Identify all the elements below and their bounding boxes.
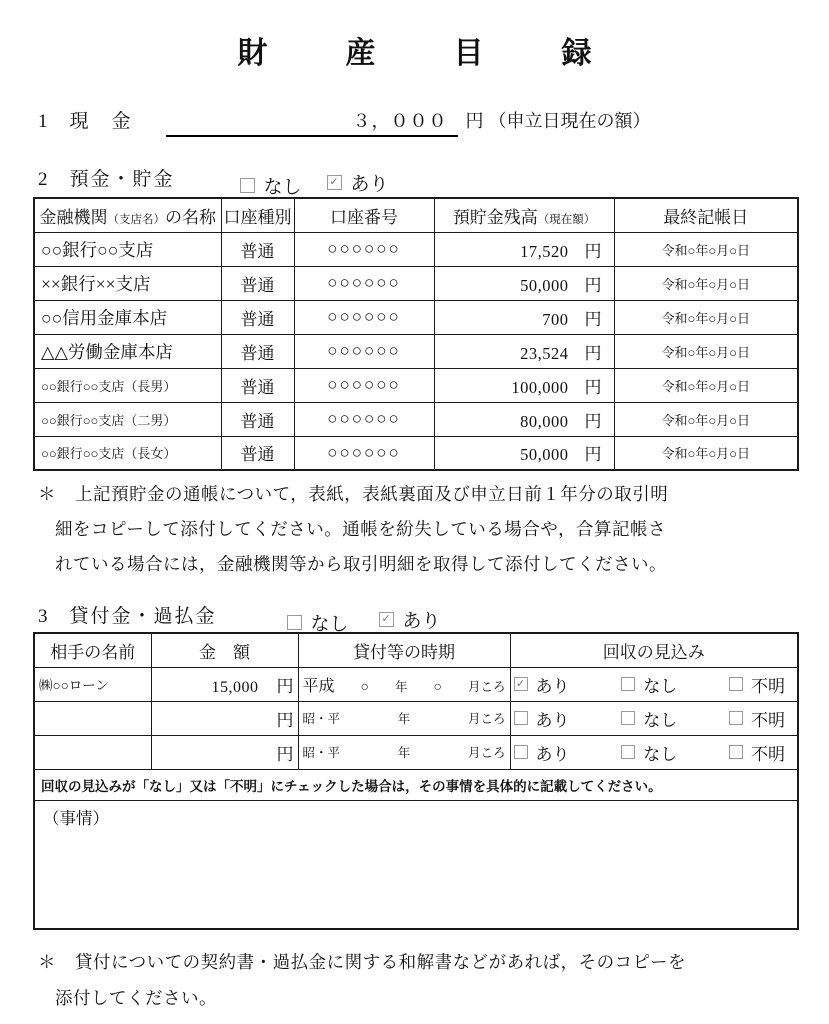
recovery-instruction: 回収の見込みが「なし」又は「不明」にチェックした場合は，その事情を具体的に記載してください。 (34, 769, 798, 800)
checkbox-none[interactable] (240, 178, 255, 193)
note-line: 細をコピーして添付してください。通帳を紛失している場合や，合算記帳さ (55, 519, 666, 539)
loan-period-cell (298, 735, 510, 769)
section-label: 現 金 (69, 111, 133, 132)
section-loans (38, 601, 441, 636)
section-number: 1 (38, 111, 48, 132)
circumstances-box: （事情） (34, 800, 798, 929)
checkbox-label: あり (350, 174, 389, 195)
balance-cell: 700 円 (434, 300, 614, 334)
counterparty-cell: ㈱○○ローン (34, 667, 151, 701)
table-row (34, 334, 798, 368)
table-row (34, 300, 798, 334)
recovery-option-no: なし (621, 740, 677, 765)
loan-header-row (34, 633, 798, 667)
era-label: 昭・平 (302, 712, 341, 726)
balance-cell: 23,524 円 (434, 334, 614, 368)
deposit-header-row (34, 198, 798, 232)
checkbox-label: なし (263, 176, 302, 198)
recovery-option-yes: ✓ あり (514, 672, 570, 697)
recovery-option-yes: あり (514, 706, 570, 731)
col-header-balance: 預貯金残高（現在額） (434, 198, 614, 232)
instruction-row (34, 769, 798, 800)
account-type-cell: 普通 (221, 334, 294, 368)
checkbox-unknown[interactable] (729, 711, 743, 725)
col-header-recovery-prospect: 回収の見込み (510, 633, 798, 667)
month-value: ○ (433, 679, 442, 695)
account-number-cell: ○○○○○○ (294, 300, 434, 334)
last-entry-date-cell: 令和○年○月○日 (614, 436, 798, 470)
table-row (34, 368, 798, 402)
account-number-cell: ○○○○○○ (294, 402, 434, 436)
checkbox-none[interactable] (287, 615, 302, 630)
deposit-note (38, 477, 778, 582)
balance-cell: 50,000 円 (434, 266, 614, 300)
account-number-cell: ○○○○○○ (294, 334, 434, 368)
checkbox-no[interactable] (621, 677, 635, 691)
asterisk-marker: ＊ (38, 952, 56, 972)
note-line: ＊ 貸付についての契約書・過払金に関する和解書などがあれば，そのコピーを (38, 944, 778, 980)
col-header-loan-period: 貸付等の時期 (298, 633, 510, 667)
era-label: 昭・平 (302, 746, 341, 760)
year-label: 年 (397, 712, 411, 726)
section-label: 預金・貯金 (69, 169, 175, 190)
table-row (34, 735, 798, 769)
bank-name-cell: ○○信用金庫本店 (34, 300, 221, 334)
counterparty-cell (34, 735, 151, 769)
last-entry-date-cell: 令和○年○月○日 (614, 334, 798, 368)
year-label: 年 (397, 746, 411, 760)
bank-name-cell: ○○銀行○○支店（長男） (34, 368, 221, 402)
section-deposits (38, 164, 389, 199)
loan-note (38, 944, 778, 1016)
asterisk-marker: ＊ (38, 484, 56, 504)
col-header-last-entry-date: 最終記帳日 (614, 198, 798, 232)
note-line: ＊ 上記預貯金の通帳について，表紙，表紙裏面及び申立日前１年分の取引明 (38, 477, 778, 512)
table-row (34, 232, 798, 266)
year-value: ○ (360, 679, 369, 695)
table-row (34, 436, 798, 470)
table-row (34, 402, 798, 436)
check-mark: ✓ (329, 176, 339, 188)
checkbox-label: あり (402, 611, 441, 632)
account-number-cell: ○○○○○○ (294, 368, 434, 402)
account-number-cell: ○○○○○○ (294, 232, 434, 266)
amount-cell: 円 (151, 701, 298, 735)
loan-table (33, 632, 799, 930)
bank-name-cell: ○○銀行○○支店（二男） (34, 402, 221, 436)
section-number: 2 (38, 169, 48, 190)
recovery-option-unknown: 不明 (729, 706, 785, 731)
checkbox-unknown[interactable] (729, 677, 743, 691)
col-header-counterparty: 相手の名前 (34, 633, 151, 667)
month-label: 月ころ (467, 746, 506, 760)
last-entry-date-cell: 令和○年○月○日 (614, 300, 798, 334)
note-line: 添付してください。 (55, 988, 217, 1008)
account-type-cell: 普通 (221, 266, 294, 300)
account-type-cell: 普通 (221, 300, 294, 334)
account-type-cell: 普通 (221, 402, 294, 436)
recovery-option-unknown: 不明 (729, 740, 785, 765)
details-row (34, 800, 798, 929)
loans-option-yes (379, 606, 441, 633)
deposits-option-none (240, 172, 302, 199)
account-type-cell: 普通 (221, 232, 294, 266)
bank-name-cell: ○○銀行○○支店 (34, 232, 221, 266)
loan-period-cell (298, 701, 510, 735)
note-line: れている場合には，金融機関等から取引明細を取得して添付してください。 (55, 554, 667, 574)
check-mark: ✓ (381, 613, 391, 625)
loan-period-cell (298, 667, 510, 701)
col-header-amount: 金 額 (151, 633, 298, 667)
account-number-cell: ○○○○○○ (294, 436, 434, 470)
checkbox-yes[interactable] (514, 745, 528, 759)
bank-name-cell: ○○銀行○○支店（長女） (34, 436, 221, 470)
recovery-cell (510, 735, 798, 769)
cash-amount-field[interactable]: ３，０００ (166, 107, 458, 137)
checkbox-yes[interactable] (514, 711, 528, 725)
recovery-cell (510, 667, 798, 701)
checkbox-unknown[interactable] (729, 745, 743, 759)
deposits-option-yes (327, 169, 389, 196)
era-label: 平成 (302, 677, 335, 695)
last-entry-date-cell: 令和○年○月○日 (614, 402, 798, 436)
page-title: 財 産 目 録 (237, 37, 616, 70)
amount-cell: 15,000 円 (151, 667, 298, 701)
deposit-table (33, 197, 799, 471)
balance-cell: 80,000 円 (434, 402, 614, 436)
checkbox-label: なし (310, 613, 349, 635)
year-label: 年 (394, 679, 408, 694)
col-header-account-number: 口座番号 (294, 198, 434, 232)
balance-cell: 100,000 円 (434, 368, 614, 402)
balance-cell: 50,000 円 (434, 436, 614, 470)
checkbox-no[interactable] (621, 711, 635, 725)
last-entry-date-cell: 令和○年○月○日 (614, 266, 798, 300)
month-label: 月ころ (467, 712, 506, 726)
account-type-cell: 普通 (221, 436, 294, 470)
section-number: 3 (38, 606, 48, 627)
table-row (34, 701, 798, 735)
account-type-cell: 普通 (221, 368, 294, 402)
balance-cell: 17,520 円 (434, 232, 614, 266)
amount-cell: 円 (151, 735, 298, 769)
counterparty-cell (34, 701, 151, 735)
section-label: 貸付金・過払金 (69, 606, 217, 627)
cash-note: （申立日現在の額） (488, 111, 651, 131)
cash-unit: 円 (465, 111, 484, 131)
recovery-option-yes: あり (514, 740, 570, 765)
last-entry-date-cell: 令和○年○月○日 (614, 368, 798, 402)
checkbox-yes[interactable] (379, 612, 394, 627)
col-header-bank: 金融機関（支店名）の名称 (34, 198, 221, 232)
table-row (34, 266, 798, 300)
checkbox-no[interactable] (621, 745, 635, 759)
section-cash (38, 106, 651, 137)
recovery-cell (510, 701, 798, 735)
checkbox-yes[interactable] (327, 175, 342, 190)
month-label: 月ころ (467, 679, 506, 694)
bank-name-cell: △△労働金庫本店 (34, 334, 221, 368)
bank-name-cell: ××銀行××支店 (34, 266, 221, 300)
last-entry-date-cell: 令和○年○月○日 (614, 232, 798, 266)
recovery-option-unknown: 不明 (729, 672, 785, 697)
account-number-cell: ○○○○○○ (294, 266, 434, 300)
col-header-account-type: 口座種別 (221, 198, 294, 232)
recovery-option-no: なし (621, 672, 677, 697)
recovery-option-no: なし (621, 706, 677, 731)
checkbox-yes[interactable]: ✓ (514, 677, 528, 691)
table-row (34, 667, 798, 701)
